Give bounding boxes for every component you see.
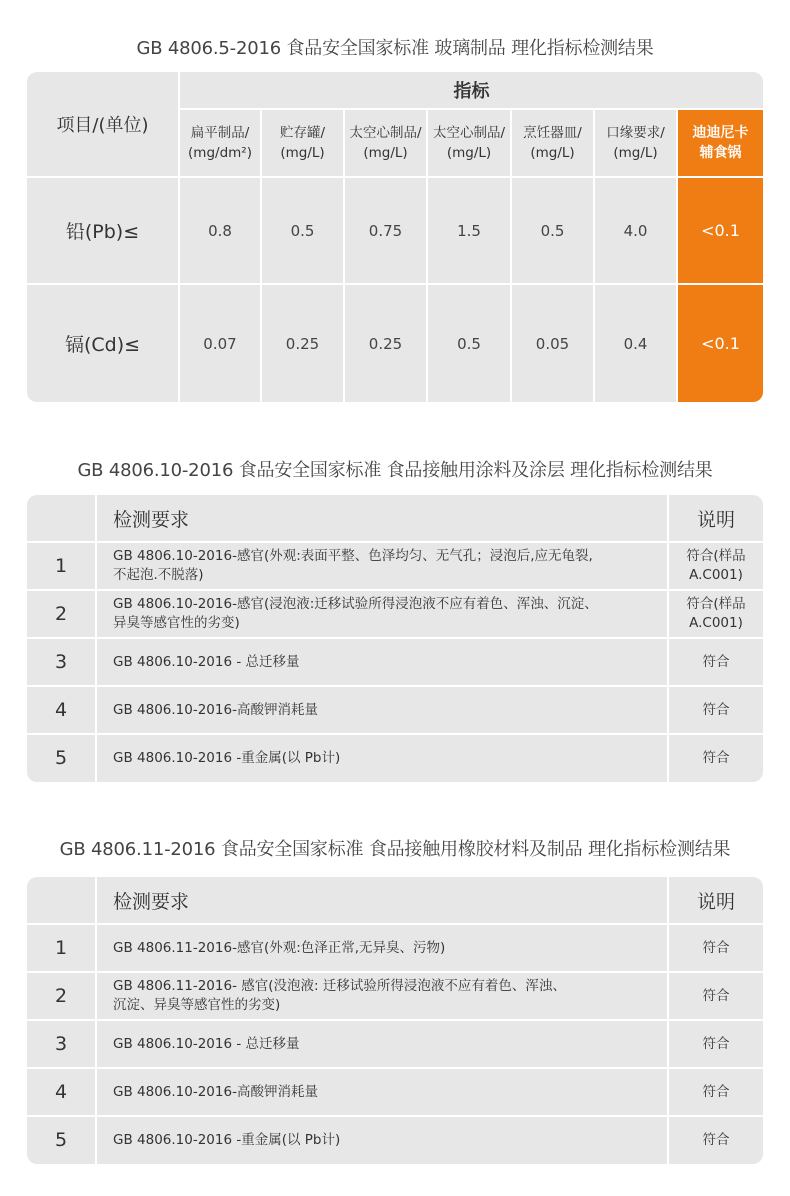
requirement-line: GB 4806.10-2016-感官(浸泡液:迁移试验所得浸泡液不应有着色、浑浊、沉淀、 bbox=[113, 596, 598, 612]
result-text bbox=[669, 687, 763, 733]
value-cell: 0.25 bbox=[285, 334, 320, 353]
header-result: 说明 bbox=[696, 890, 735, 913]
section1-title: GB 4806.5-2016 食品安全国家标准 玻璃制品 理化指标检测结果 bbox=[136, 38, 654, 59]
col-header-rim bbox=[595, 110, 676, 176]
requirement-line: 不起泡.不脱落) bbox=[113, 567, 204, 583]
col-header-unit: (mg/L) bbox=[613, 145, 658, 161]
col-header-hollow-ware-1 bbox=[345, 110, 426, 176]
col-header-line: 迪迪尼卡 bbox=[692, 125, 749, 141]
result-text bbox=[669, 973, 763, 1019]
result-text bbox=[669, 1069, 763, 1115]
row-number: 1 bbox=[54, 937, 68, 959]
product-value-cell: <0.1 bbox=[678, 285, 763, 402]
requirement-line: GB 4806.10-2016-感官(外观:表面平整、色泽均匀、无气孔；浸泡后,应无龟裂, bbox=[113, 548, 593, 564]
result-text bbox=[669, 1021, 763, 1067]
result-line: 符合(样品 bbox=[686, 548, 746, 564]
result-line: 符合 bbox=[702, 1083, 730, 1100]
row-number: 3 bbox=[54, 1033, 68, 1055]
product-value-cell: <0.1 bbox=[678, 178, 763, 283]
requirement-line: GB 4806.10-2016-高酸钾消耗量 bbox=[113, 701, 318, 718]
requirement-text bbox=[113, 687, 673, 733]
table-row bbox=[27, 1069, 763, 1115]
col-header-unit: (mg/L) bbox=[280, 145, 325, 161]
rubber-results-table bbox=[27, 877, 763, 1164]
result-text bbox=[669, 1117, 763, 1163]
result-line: A.C001) bbox=[689, 615, 743, 631]
result-line: 符合 bbox=[702, 701, 730, 718]
table-row bbox=[27, 973, 763, 1019]
result-line: 符合 bbox=[702, 939, 730, 956]
value-cell: 0.5 bbox=[457, 334, 481, 353]
col-header-line: 烹饪器皿/ bbox=[523, 125, 582, 141]
table-row bbox=[27, 591, 763, 637]
requirement-text bbox=[113, 925, 673, 971]
value-cell: 4.0 bbox=[623, 221, 648, 240]
row-number: 4 bbox=[54, 699, 68, 721]
row-number: 2 bbox=[54, 603, 68, 625]
requirement-line: GB 4806.10-2016 - 总迁移量 bbox=[113, 1035, 300, 1052]
requirement-text bbox=[113, 735, 673, 781]
col-header-cookware bbox=[512, 110, 593, 176]
result-text bbox=[669, 543, 763, 589]
col-header-unit: (mg/L) bbox=[446, 145, 492, 161]
value-cell: 1.5 bbox=[457, 221, 481, 240]
table-row bbox=[27, 639, 763, 685]
indicator-group-header: 指标 bbox=[453, 81, 490, 102]
col-header-unit: (mg/L) bbox=[363, 145, 408, 161]
col-header-unit: (mg/dm²) bbox=[188, 145, 252, 161]
col-header-line: 扁平制品/ bbox=[190, 125, 250, 141]
requirement-text bbox=[113, 639, 673, 685]
row-label-cadmium: 镉(Cd)≤ bbox=[64, 334, 141, 356]
row-number: 4 bbox=[54, 1081, 68, 1103]
table-row bbox=[27, 1117, 763, 1163]
header-requirement: 检测要求 bbox=[113, 508, 190, 531]
value-cell: 0.5 bbox=[290, 221, 315, 240]
requirement-line: 异臭等感官性的劣变) bbox=[113, 615, 240, 631]
section3-title: GB 4806.11-2016 食品安全国家标准 食品接触用橡胶材料及制品 理化指标检测结果 bbox=[59, 839, 731, 860]
requirement-text bbox=[113, 591, 673, 637]
col-header-line: 太空心制品/ bbox=[349, 125, 422, 141]
requirement-text bbox=[113, 1069, 673, 1115]
requirement-text bbox=[113, 1117, 673, 1163]
requirement-text bbox=[113, 973, 673, 1019]
col-header-unit: (mg/L) bbox=[530, 145, 575, 161]
result-text bbox=[669, 639, 763, 685]
value-cell: 0.07 bbox=[203, 334, 237, 353]
requirement-line: GB 4806.10-2016-高酸钾消耗量 bbox=[113, 1083, 318, 1100]
col-header-hollow-ware-2 bbox=[428, 110, 510, 176]
header-requirement: 检测要求 bbox=[113, 890, 190, 913]
requirement-line: 沉淀、异臭等感官性的劣变) bbox=[113, 997, 281, 1013]
requirement-line: GB 4806.11-2016- 感官(没泡液: 迁移试验所得浸泡液不应有着色、浑浊、 bbox=[113, 978, 566, 994]
result-line: 符合 bbox=[702, 1131, 730, 1148]
row-number: 5 bbox=[54, 1129, 68, 1151]
col-header-line: 太空心制品/ bbox=[432, 125, 506, 141]
result-line: 符合 bbox=[702, 987, 730, 1004]
row-number: 2 bbox=[54, 985, 68, 1007]
col-header-line: 贮存罐/ bbox=[279, 125, 326, 141]
coating-results-table bbox=[27, 495, 763, 782]
result-text bbox=[669, 925, 763, 971]
value-cell: 0.05 bbox=[535, 334, 570, 353]
table-row bbox=[27, 687, 763, 733]
result-line: 符合 bbox=[702, 1035, 730, 1052]
result-text bbox=[669, 591, 763, 637]
col-header-storage-jar bbox=[262, 110, 343, 176]
table-row bbox=[27, 543, 763, 589]
result-line: 符合 bbox=[702, 653, 730, 670]
table-row bbox=[27, 735, 763, 781]
row-number: 5 bbox=[54, 747, 68, 769]
table-row bbox=[27, 925, 763, 971]
value-cell: 0.25 bbox=[368, 334, 403, 353]
col-header-line: 口缘要求/ bbox=[606, 125, 665, 141]
glass-results-table bbox=[27, 72, 763, 402]
section2-title: GB 4806.10-2016 食品安全国家标准 食品接触用涂料及涂层 理化指标检测结果 bbox=[77, 460, 713, 481]
requirement-line: GB 4806.10-2016 -重金属(以 Pb计) bbox=[113, 1131, 341, 1148]
col-header-flat-ware bbox=[180, 110, 260, 176]
requirement-line: GB 4806.10-2016 -重金属(以 Pb计) bbox=[113, 749, 341, 766]
result-text bbox=[669, 735, 763, 781]
item-unit-header: 项目/(单位) bbox=[56, 115, 149, 136]
value-cell: 0.75 bbox=[368, 221, 403, 240]
row-number: 1 bbox=[54, 555, 68, 577]
requirement-line: GB 4806.10-2016 - 总迁移量 bbox=[113, 653, 300, 670]
result-line: 符合(样品 bbox=[686, 596, 746, 612]
requirement-text bbox=[113, 543, 673, 589]
requirement-line: GB 4806.11-2016-感官(外观:色泽正常,无异臭、污物) bbox=[113, 939, 446, 956]
row-number: 3 bbox=[54, 651, 68, 673]
header-result: 说明 bbox=[696, 508, 735, 531]
table-row bbox=[27, 1021, 763, 1067]
result-line: A.C001) bbox=[689, 567, 743, 583]
value-cell: 0.5 bbox=[540, 221, 565, 240]
requirement-text bbox=[113, 1021, 673, 1067]
value-cell: 0.8 bbox=[208, 221, 232, 240]
col-header-line: 辅食锅 bbox=[699, 145, 742, 161]
col-header-product bbox=[678, 110, 763, 176]
row-label-lead: 铅(Pb)≤ bbox=[65, 221, 140, 243]
result-line: 符合 bbox=[702, 749, 730, 766]
value-cell: 0.4 bbox=[623, 334, 648, 353]
